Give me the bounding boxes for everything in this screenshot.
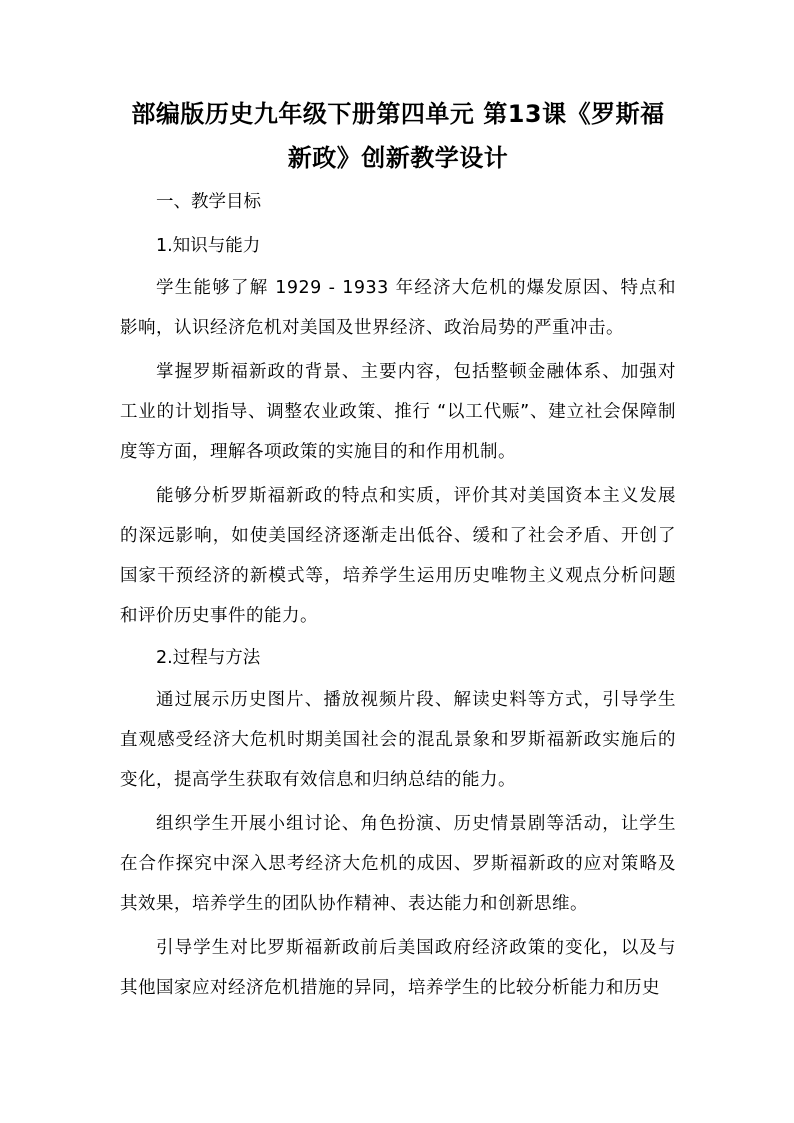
paragraph-process-3: 引导学生对比罗斯福新政前后美国政府经济政策的变化，以及与其他国家应对经济危机措施的异同，培养学生的比较分析能力和历史 xyxy=(120,938,676,998)
document-body xyxy=(120,92,676,1008)
paragraph-process-1: 通过展示历史图片、播放视频片段、解读史料等方式，引导学生直观感受经济大危机时期美国社会的混乱景象和罗斯福新政实施后的变化，提高学生获取有效信息和归纳总结的能力。 xyxy=(120,690,676,790)
paragraph-process-2: 组织学生开展小组讨论、角色扮演、历史情景剧等活动，让学生在合作探究中深入思考经济大危机的成因、罗斯福新政的应对策略及其效果，培养学生的团队协作精神、表达能力和创新思维。 xyxy=(120,814,676,914)
subsection-heading-process-method: 2.过程与方法 xyxy=(156,648,261,668)
paragraph-knowledge-3: 能够分析罗斯福新政的特点和实质，评价其对美国资本主义发展的深远影响，如使美国经济逐渐走出低谷、缓和了社会矛盾、开创了国家干预经济的新模式等，培养学生运用历史唯物主义观点分析问题和评价历史事件的能力。 xyxy=(120,486,676,626)
paragraph-knowledge-1: 学生能够了解 1929 - 1933 年经济大危机的爆发原因、特点和影响，认识经济危机对美国及世界经济、政治局势的严重冲击。 xyxy=(120,278,676,338)
page-title: 部编版历史九年级下册第四单元 第13课《罗斯福新政》创新教学设计 xyxy=(131,100,665,172)
section-heading-teaching-goals: 一、教学目标 xyxy=(156,192,261,212)
paragraph-knowledge-2: 掌握罗斯福新政的背景、主要内容，包括整顿金融体系、加强对工业的计划指导、调整农业政策、推行 “以工代赈”、建立社会保障制度等方面，理解各项政策的实施目的和作用机制。 xyxy=(120,362,676,462)
subsection-heading-knowledge-ability: 1.知识与能力 xyxy=(156,236,261,256)
